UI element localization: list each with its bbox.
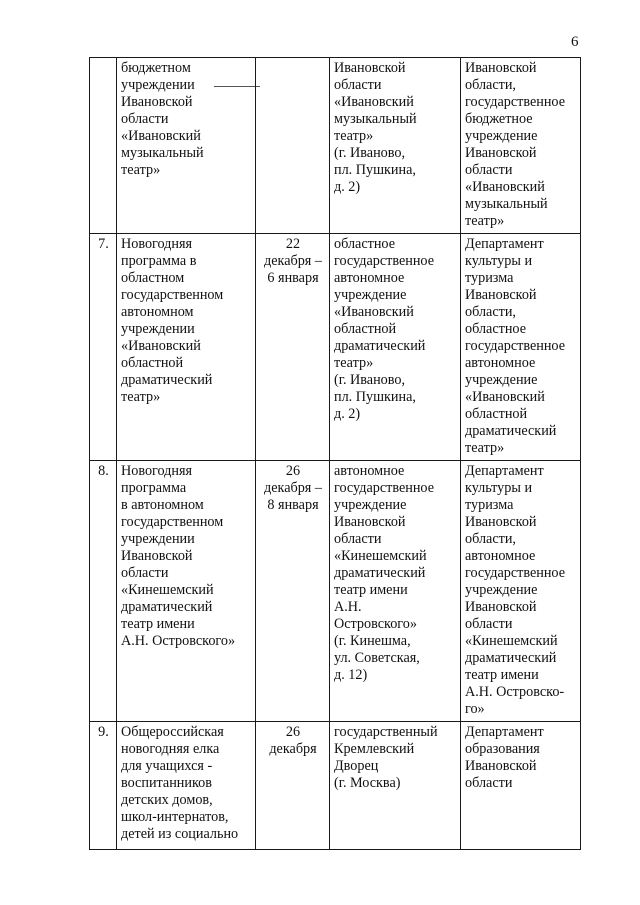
event-venue-cell [330,722,461,850]
row-number: 7. [98,236,109,252]
event-venue: областное государственное автономное учреждение «Ивановский областной драматический театр» (г. Иваново, пл. Пушкина, д. 2) [334,236,434,422]
table-row [90,58,581,234]
row-number-cell [90,58,117,234]
event-venue: Ивановской области «Ивановский музыкальный театр» (г. Иваново, пл. Пушкина, д. 2) [334,60,417,195]
page-number: 6 [571,34,579,50]
event-organizer: Департамент культуры и туризма Ивановской области, областное государственное автономное учреждение «Ивановский областной драматический театр» [465,236,565,456]
row-number-cell [90,234,117,461]
event-organizer-cell [461,234,581,461]
table-row [90,234,581,461]
row-number-cell [90,722,117,850]
event-date: 26 декабря – 8 января [264,463,322,513]
event-date-cell [256,461,330,722]
row-number-cell [90,461,117,722]
event-venue-cell [330,461,461,722]
event-organizer-cell [461,58,581,234]
event-date: 22 декабря – 6 января [264,236,322,286]
event-date: 26 декабря [269,724,317,757]
table-row [90,722,581,850]
event-organizer-cell [461,461,581,722]
event-organizer: Департамент культуры и туризма Ивановской области, автономное государственное учреждение Ивановской области «Кинешемский драматический театр имени А.Н. Островско- го» [465,463,565,717]
event-name-cell [117,461,256,722]
event-venue: государственный Кремлевский Дворец (г. Москва) [334,724,438,791]
event-date-cell [256,722,330,850]
event-name-cell [117,722,256,850]
event-organizer: Ивановской области, государственное бюджетное учреждение Ивановской области «Ивановский музыкальный театр» [465,60,565,229]
event-organizer: Департамент образования Ивановской области [465,724,544,791]
event-name: Новогодняя программа в областном государственном автономном учреждении «Ивановский областной драматический театр» [121,236,224,405]
event-name-cell [117,234,256,461]
event-name-cell [117,58,256,234]
events-table [89,57,581,850]
event-venue-cell [330,58,461,234]
event-organizer-cell [461,722,581,850]
event-name: Новогодняя программа в автономном государственном учреждении Ивановской области «Кинешемский драматический театр имени А.Н. Островского» [121,463,236,649]
event-date-cell [256,234,330,461]
row-number: 9. [98,724,109,740]
event-name: бюджетном учреждении Ивановской области «Ивановский музыкальный театр» [121,60,204,178]
event-venue-cell [330,234,461,461]
event-date-cell [256,58,330,234]
table-row [90,461,581,722]
event-venue: автономное государственное учреждение Ивановской области «Кинешемский драматический театр имени А.Н. Островского» (г. Кинешма, ул. Советская, д. 12) [334,463,434,683]
row-number: 8. [98,463,109,479]
event-name: Общероссийская новогодняя елка для учащихся - воспитанников детских домов, школ-интернатов, детей из социально [121,724,239,842]
